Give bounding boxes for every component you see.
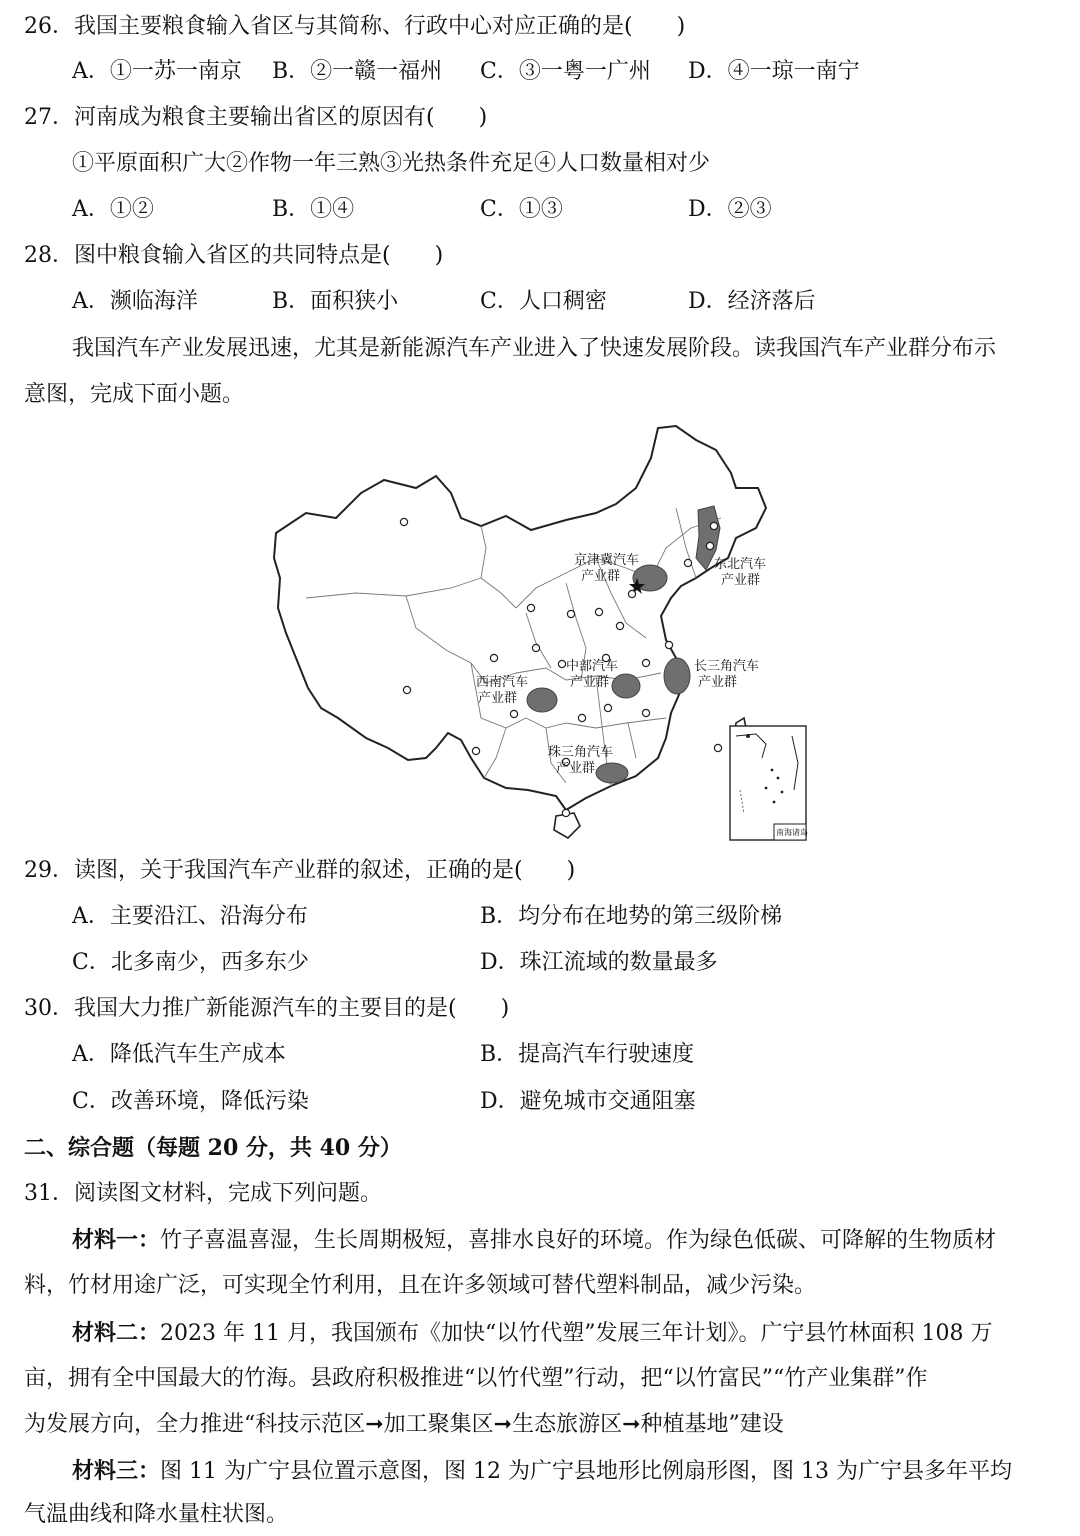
intro-line-1: 我国汽车产业发展迅速，尤其是新能源汽车产业进入了快速发展阶段。读我国汽车产业群分布示 [72, 336, 997, 361]
map-svg [266, 418, 814, 844]
label-dongbei-line1: 东北汽车 [714, 557, 767, 572]
q27-option-d: D．②③ [688, 197, 772, 222]
q26-option-a: A．①一苏一南京 [72, 59, 242, 84]
q26-option-b: B．②一赣一福州 [272, 59, 443, 84]
q29-option-a: A．主要沿江、沿海分布 [72, 904, 308, 929]
label-dongbei-line2: 产业群 [721, 573, 761, 588]
cluster-zhongbu [612, 674, 640, 698]
cluster-changsanjiao [664, 658, 690, 694]
q29-option-b: B．均分布在地势的第三级阶梯 [480, 904, 783, 929]
china-auto-cluster-map [266, 418, 814, 844]
intro-line-2: 意图，完成下面小题。 [24, 382, 245, 407]
label-xinan-line1: 西南汽车 [476, 675, 529, 690]
cluster-xinan [527, 688, 557, 712]
label-zhongbu-line1: 中部汽车 [566, 659, 619, 674]
q27-statements: ①平原面积广大②作物一年三熟③光热条件充足④人口数量相对少 [72, 151, 711, 176]
material-3-text-1: 图 11 为广宁县位置示意图，图 12 为广宁县地形比例扇形图，图 13 为广宁县多年平均 [160, 1459, 1012, 1484]
q29-stem: 29．读图，关于我国汽车产业群的叙述，正确的是( ) [24, 858, 576, 883]
section-2-heading: 二、综合题（每题 20 分，共 40 分） [24, 1135, 402, 1161]
q26-stem: 26．我国主要粮食输入省区与其简称、行政中心对应正确的是( ) [24, 14, 686, 39]
material-1-text-1: 竹子喜温喜湿，生长周期极短，喜排水良好的环境。作为绿色低碳、可降解的生物质材 [160, 1228, 997, 1253]
label-jingjinji-line1: 京津冀汽车 [574, 553, 640, 568]
q28-stem: 28．图中粮食输入省区的共同特点是( ) [24, 243, 444, 268]
q26-option-c: C．③一粤一广州 [480, 59, 651, 84]
material-2-line-1 [72, 1318, 992, 1349]
q30-option-c: C．改善环境，降低污染 [72, 1089, 309, 1114]
material-2-label: 材料二： [72, 1320, 161, 1346]
material-3-label: 材料三： [72, 1458, 161, 1484]
material-3-line-1 [72, 1456, 1012, 1487]
q28-option-a: A．濒临海洋 [72, 289, 198, 314]
q30-option-b: B．提高汽车行驶速度 [480, 1042, 695, 1067]
q27-option-a: A．①② [72, 197, 154, 222]
q27-option-b: B．①④ [272, 197, 355, 222]
cluster-zhusanjiao [596, 763, 628, 783]
q30-option-d: D．避免城市交通阻塞 [480, 1089, 696, 1114]
q28-option-c: C．人口稠密 [480, 289, 607, 314]
q27-option-c: C．①③ [480, 197, 563, 222]
material-2-line-2: 亩，拥有全中国最大的竹海。县政府积极推进“以竹代塑”行动，把“以竹富民”“竹产业集群”作 [24, 1366, 928, 1391]
label-zhusanjiao-line1: 珠三角汽车 [548, 745, 614, 760]
material-1-label: 材料一： [72, 1227, 161, 1253]
q28-option-d: D．经济落后 [688, 289, 816, 314]
material-2-text-1: 2023 年 11 月，我国颁布《加快“以竹代塑”发展三年计划》。广宁县竹林面积 108 万 [160, 1321, 993, 1346]
material-1-line-2: 料，竹材用途广泛，可实现全竹利用，且在许多领域可替代塑料制品，减少污染。 [24, 1273, 817, 1298]
label-jingjinji-line2: 产业群 [581, 569, 621, 584]
label-zhongbu-line2: 产业群 [570, 675, 610, 690]
material-3-line-2: 气温曲线和降水量柱状图。 [24, 1502, 289, 1527]
q29-option-c: C．北多南少，西多东少 [72, 950, 309, 975]
inset-caption: 南海诸岛 [776, 828, 808, 837]
label-changsanjiao-line1: 长三角汽车 [694, 659, 760, 674]
label-xinan-line2: 产业群 [478, 691, 518, 706]
q30-option-a: A．降低汽车生产成本 [72, 1042, 286, 1067]
china-outline [274, 426, 766, 810]
material-2-line-3: 为发展方向，全力推进“科技示范区➞加工聚集区➞生态旅游区➞种植基地”建设 [24, 1412, 784, 1437]
q27-stem: 27．河南成为粮食主要输出省区的原因有( ) [24, 105, 488, 130]
south-china-sea-inset [730, 726, 808, 840]
q31-stem: 31．阅读图文材料，完成下列问题。 [24, 1181, 382, 1206]
label-changsanjiao-line2: 产业群 [698, 675, 738, 690]
q28-option-b: B．面积狭小 [272, 289, 399, 314]
label-zhusanjiao-line2: 产业群 [556, 761, 596, 776]
q26-option-d: D．④一琼一南宁 [688, 59, 860, 84]
q29-option-d: D．珠江流域的数量最多 [480, 950, 718, 975]
material-1-line-1 [72, 1225, 996, 1256]
q30-stem: 30．我国大力推广新能源汽车的主要目的是( ) [24, 996, 510, 1021]
